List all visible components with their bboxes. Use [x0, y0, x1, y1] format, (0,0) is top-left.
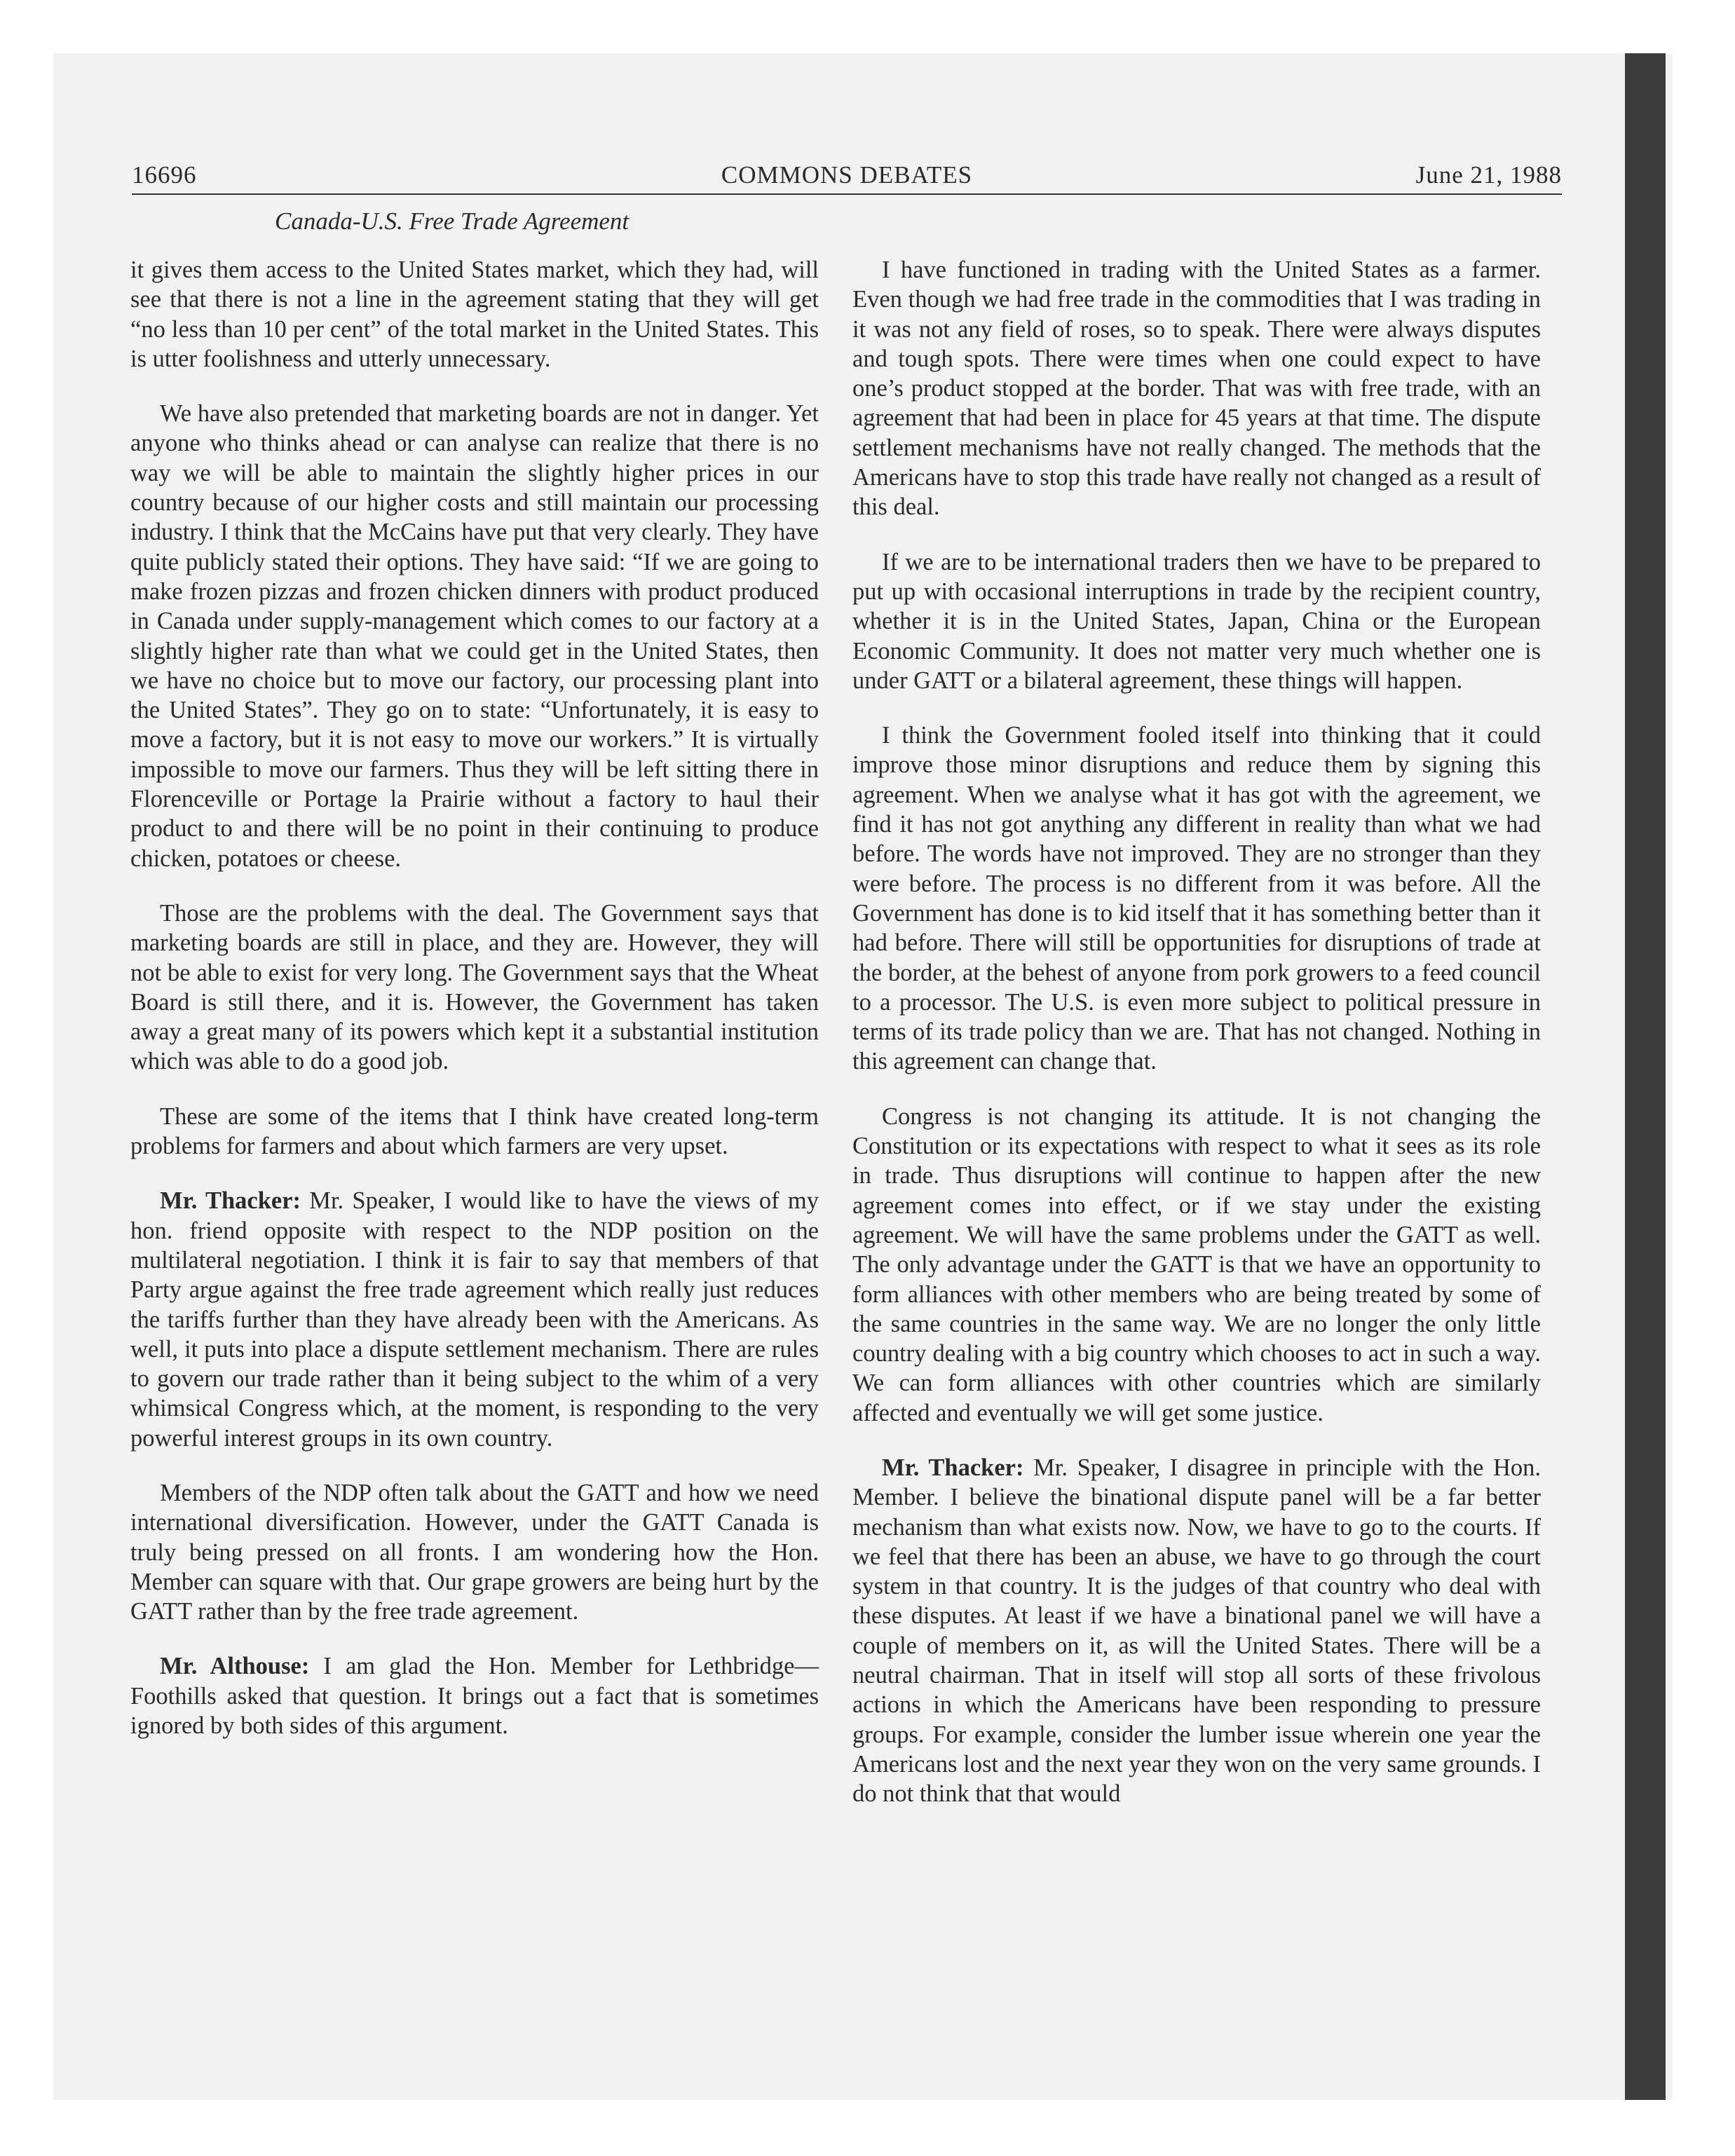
speaker-name: Mr. Thacker: — [882, 1454, 1024, 1481]
speech-paragraph — [852, 1453, 1541, 1809]
paragraph: Those are the problems with the deal. The Government says that marketing boards are still in place, and they are. However, they will not be able to exist for very long. The Government says that the Wheat Board is still there, and it is. However, the Government has taken away a great many of its powers which kept it a substantial institution which was able to do a good job. — [130, 899, 819, 1075]
speech-text: Mr. Speaker, I would like to have the views of my hon. friend opposite with respect to the NDP position on the multilateral negotiation. I think it is fair to say that members of that Party argue against the free trade agreement which really just reduces the tariffs further than they have already been with the Americans. As well, it puts into place a dispute settlement mechanism. There are rules to govern our trade rather than it being subject to the whim of a very whimsical Congress which, at the moment, is responding to the very powerful interest groups in its own country. — [130, 1187, 819, 1452]
paragraph: We have also pretended that marketing boards are not in danger. Yet anyone who thinks ahead or can analyse can realize that there is no way we will be able to maintain the slightly higher prices in our country because of our higher costs and still maintain our processing industry. I think that the McCains have put that very clearly. They have quite publicly stated their options. They have said: “If we are going to make frozen pizzas and frozen chicken dinners with product produced in Canada under supply-management which comes to our factory at a slightly higher rate than what we could get in the United States, then we have no choice but to move our factory, our processing plant into the United States”. They go on to state: “Unfortunately, it is easy to move a factory, but it is not easy to move our workers.” It is virtually impossible to move our farmers. Thus they will be left sitting there in Florenceville or Portage la Prairie without a factory to haul their product to and there will be no point in their continuing to produce chicken, potatoes or cheese. — [130, 400, 819, 872]
paragraph: I have functioned in trading with the United States as a farmer. Even though we had free trade in the commodities that I was trading in it was not any field of roses, so to speak. There were always disputes and tough spots. There were times when one could expect to have one’s product stopped at the border. That was with free trade, with an agreement that had been in place for 45 years at that time. The dispute settlement mechanisms have not really changed. The methods that the Americans have to stop this trade have really not changed as a result of this deal. — [852, 257, 1541, 521]
speaker-name: Mr. Althouse: — [160, 1653, 310, 1680]
left-column — [130, 255, 819, 1766]
paragraph: These are some of the items that I think have created long-term problems for farmers and about which farmers are very upset. — [130, 1103, 819, 1160]
paragraph: Congress is not changing its attitude. It is not changing the Constitution or its expectations with respect to what it sees as its role in trade. Thus disruptions will continue to happen after the new agreement comes into effect, or if we stay under the existing agreement. We will have the same problems under the GATT as well. The only advantage under the GATT is that we have an opportunity to form alliances with other members who are being treated by some of the same countries in the same way. We are no longer the only little country dealing with a big country which chooses to act in such a way. We can form alliances with other countries which are similarly affected and eventually we will get some justice. — [852, 1103, 1541, 1426]
page-header — [132, 160, 1562, 195]
speech-paragraph — [130, 1186, 819, 1453]
right-column — [852, 255, 1541, 1834]
binding-edge — [1625, 53, 1666, 2100]
speaker-name: Mr. Thacker: — [160, 1187, 301, 1215]
publication-title: COMMONS DEBATES — [721, 161, 973, 189]
paragraph: If we are to be international traders then we have to be prepared to put up with occasional interruptions in trade by the recipient country, whether it is in the United States, Japan, China or the European Economic Community. It does not matter very much whether one is under GATT or a bilateral agreement, these things will happen. — [852, 548, 1541, 694]
speech-paragraph — [130, 1651, 819, 1740]
paragraph: Members of the NDP often talk about the GATT and how we need international diversification. However, under the GATT Canada is truly being pressed on all fronts. I am wondering how the Hon. Member can square with that. Our grape growers are being hurt by the GATT rather than by the free trade agreement. — [130, 1479, 819, 1625]
paragraph: I think the Government fooled itself into thinking that it could improve those minor disruptions and reduce them by signing this agreement. When we analyse what it has got with the agreement, we find it has not got anything any different in reality than what we had before. The words have not improved. They are no stronger than they were before. The process is no different from it was before. All the Government has done is to kid itself that it has something better than it had before. There will still be opportunities for disruptions of trade at the border, at the behest of anyone from pork growers to a feed council to a processor. The U.S. is even more subject to political pressure in terms of its trade policy than we are. That has not changed. Nothing in this agreement can change that. — [852, 722, 1541, 1075]
speech-text: Mr. Speaker, I disagree in principle with the Hon. Member. I believe the binational dispute panel will be a far better mechanism than what exists now. Now, we have to go to the courts. If we feel that there has been an abuse, we have to go through the court system in that country. It is the judges of that country who deal with these disputes. At least if we have a binational panel we will have a couple of members on it, as will the United States. There will be a neutral chairman. That in itself will stop all sorts of these frivolous actions in which the Americans have been responding to pressure groups. For example, consider the lumber issue wherein one year the Americans lost and the next year they won on the very same grounds. I do not think that that would — [852, 1454, 1541, 1808]
paragraph: it gives them access to the United States market, which they had, will see that there is not a line in the agreement stating that they will get “no less than 10 per cent” of the total market in the United States. This is utter foolishness and utterly unnecessary. — [130, 257, 819, 372]
page-number: 16696 — [132, 161, 197, 189]
page-date: June 21, 1988 — [1415, 161, 1562, 189]
debate-subject: Canada-U.S. Free Trade Agreement — [275, 207, 630, 235]
speech-text: I am glad the Hon. Member for Lethbridge—Foothills asked that question. It brings out a fact that is sometimes ignored by both sides of this argument. — [130, 1653, 819, 1740]
